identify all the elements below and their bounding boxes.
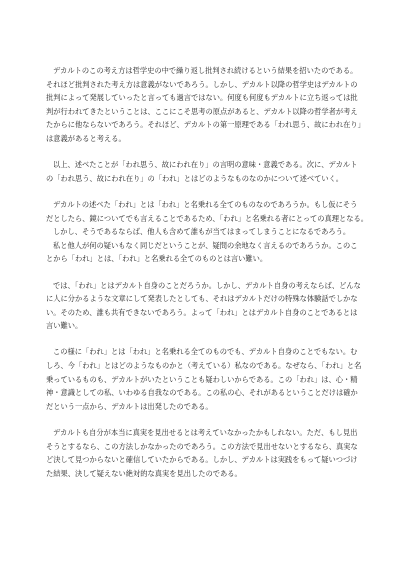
paragraph-6 xyxy=(46,426,364,480)
text-line: とから「われ」とは、「われ」と名乗れる全てのものとは言い難い。 xyxy=(46,254,268,264)
paragraph-3 xyxy=(46,198,369,266)
text-line: に人に分かるような文章にして発表したとしても、それはデカルトだけの特殊な体験話でしかな xyxy=(46,294,358,304)
text-line: デカルトの述べた「われ」とは「われ」と名乗れる全てのものなのであろうか。もし仮にそう xyxy=(53,199,358,209)
text-line: 神・意識としての私、いわゆる自我なのである。この私の心、それがあるということだけは確か xyxy=(46,388,358,398)
text-line: では、「われ」とはデカルト自身のことだろうか。しかし、デカルト自身の考えならば、どんな xyxy=(53,280,361,290)
text-line: しろ、今「われ」とはどのようなものかと（考えている）私なのである。なぜなら、「われ」と名 xyxy=(46,361,362,371)
paragraph-5 xyxy=(46,345,364,413)
text-line: 判が行われてきたということは、ここにこそ思考の原点があると、デカルト以降の哲学者が考え xyxy=(46,106,358,116)
paragraph-2 xyxy=(46,158,364,185)
text-line: の「われ思う、故にわれ在り」の「われ」とはどのようなものなのかについて述べていく。 xyxy=(46,173,343,183)
text-line: 批判によって発展していったと言っても過言ではない。何度も何度もデカルトに立ち返っては批 xyxy=(46,93,358,103)
paragraph-4 xyxy=(46,279,364,333)
text-line: い。そのため、誰も共有できないであろう。よって「われ」とはデカルト自身のことであるとは xyxy=(46,307,358,317)
text-line: それほど批判された考え方は意義がないであろう。しかし、デカルト以降の哲学史はデカルトの xyxy=(46,79,358,89)
text-line: デカルトのこの考え方は哲学史の中で繰り返し批判され続けるという結果を招いたのである。 xyxy=(53,66,358,75)
paragraph-1 xyxy=(46,64,364,146)
text-line: は意義があると考える。 xyxy=(46,133,126,143)
text-line: ど決して見つからないと確信していたからである。しかし、デカルトは実践をもって疑いつづけ xyxy=(46,455,358,465)
text-line: 乗っているものも、デカルトがいたということも疑わしいからである。この「われ」は、心・精 xyxy=(46,374,358,384)
text-line: デカルトも自分が本当に真実を見出せるとは考えていなかったかもしれない。ただ、もし見出 xyxy=(53,428,358,438)
text-line: 私と他人が何の疑いもなく同じだということが、疑問の余地なく言えるのであろうか。このこ xyxy=(53,240,358,250)
text-line: そうとするなら、この方法しかなかったのであろう。この方法で見出せないとするなら、真実な xyxy=(46,441,358,451)
text-line: この様に「われ」とは「われ」と名乗れる全てのものでも、デカルト自身のことでもない。む xyxy=(53,347,358,357)
text-line: だという一点から、デカルトは出発したのである。 xyxy=(46,401,213,411)
text-line: 以上、述べたことが「われ思う、故にわれ在り」の言明の意味・意義である。次に、デカルト xyxy=(53,160,358,170)
text-line: たからに他ならないであろう。それほど、デカルトの第一原理である「われ思う、故にわれ在り」 xyxy=(46,120,365,130)
text-line: だとしたら、鏡についてでも言えることであるため、「われ」と名乗れる者にとっての真理となる。 xyxy=(46,213,369,223)
text-line: しかし、そうであるならば、他人も含めて誰もが当てはまってしまうことになるであろう。 xyxy=(53,227,351,237)
text-line: た結果、決して疑えない絶対的な真実を見出したのである。 xyxy=(46,468,242,478)
text-line: 言い難い。 xyxy=(46,321,83,331)
